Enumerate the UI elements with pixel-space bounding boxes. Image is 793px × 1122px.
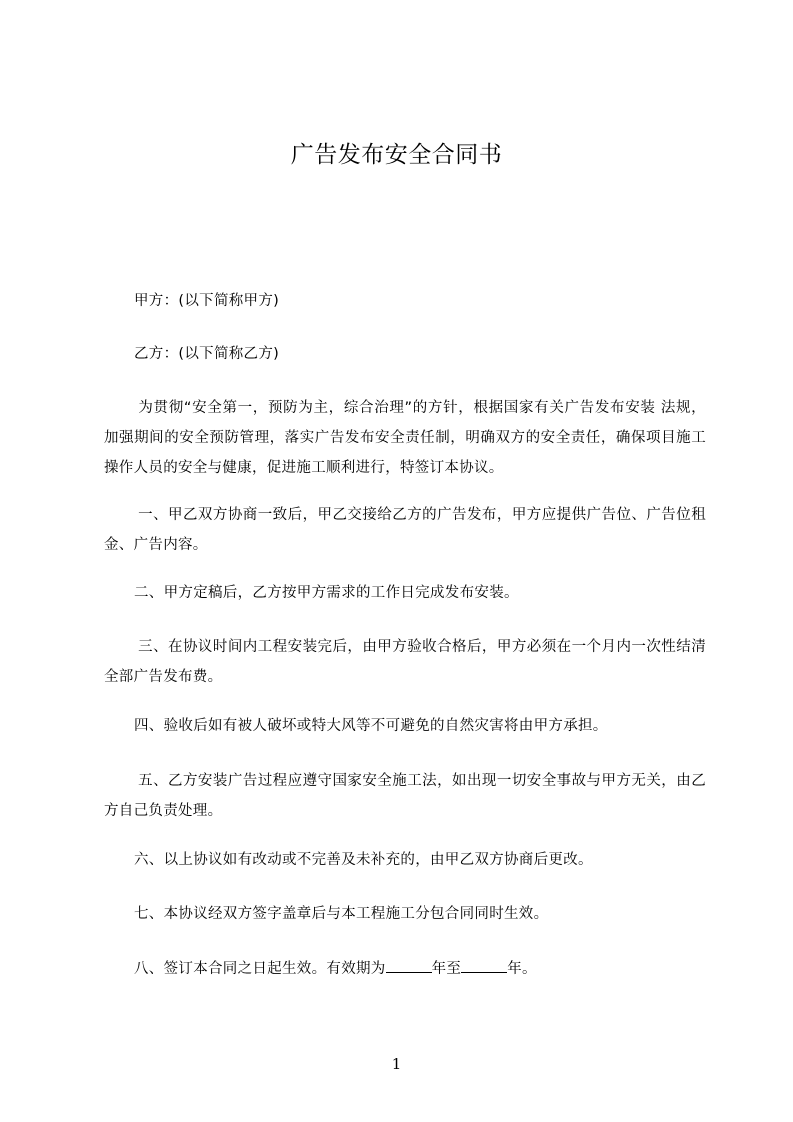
clause-5-text: 五、乙方安装广告过程应遵守国家安全施工法，如出现一切安全事故与甲方无关，由乙方自己负责处理。 [104, 773, 706, 819]
clause-8-suffix: 年。 [507, 961, 537, 977]
clause-2-text: 二、甲方定稿后，乙方按甲方需求的工作日完成发布安装。 [134, 585, 519, 601]
party-a-text: 甲方：(以下简称甲方) [134, 293, 280, 309]
party-a-line [104, 286, 706, 316]
party-b-text: 乙方：(以下简称乙方) [134, 346, 280, 362]
clause-8-prefix: 八、签订本合同之日起生效。有效期为 [134, 961, 386, 977]
clause-1-text: 一、甲乙双方协商一致后，甲乙交接给乙方的广告发布，甲方应提供广告位、广告位租金、广告内容。 [104, 507, 706, 553]
clause-8-middle: 年至 [431, 961, 462, 977]
clause-4-text: 四、验收后如有被人破坏或特大风等不可避免的自然灾害将由甲方承担。 [134, 718, 608, 734]
page-number: 1 [391, 1055, 402, 1073]
clause-6 [104, 845, 706, 875]
clause-3 [104, 632, 706, 692]
start-year-blank [386, 958, 432, 973]
intro-paragraph [104, 393, 706, 483]
document-title: 广告发布安全合同书 [290, 142, 503, 168]
clause-8 [104, 954, 706, 984]
clause-7-text: 七、本协议经双方签字盖章后与本工程施工分包合同同时生效。 [134, 906, 549, 922]
intro-text: 为贯彻“安全第一，预防为主，综合治理”的方针，根据国家有关广告发布安装 法规，加强期间的安全预防管理，落实广告发布安全责任制，明确双方的安全责任，确保项目施工操作人员的安全与健康，促进施工顺利进行，特签订本协议。 [104, 400, 706, 476]
clause-2 [104, 578, 706, 608]
clause-1 [104, 500, 706, 560]
clause-5 [104, 766, 706, 826]
clause-6-text: 六、以上协议如有改动或不完善及未补充的，由甲乙双方协商后更改。 [134, 852, 593, 868]
end-year-blank [461, 958, 507, 973]
clause-3-text: 三、在协议时间内工程安装完后，由甲方验收合格后，甲方必须在一个月内一次性结清全部广告发布费。 [104, 639, 706, 685]
clause-4 [104, 711, 706, 741]
clause-7 [104, 899, 706, 929]
party-b-line [104, 339, 706, 369]
